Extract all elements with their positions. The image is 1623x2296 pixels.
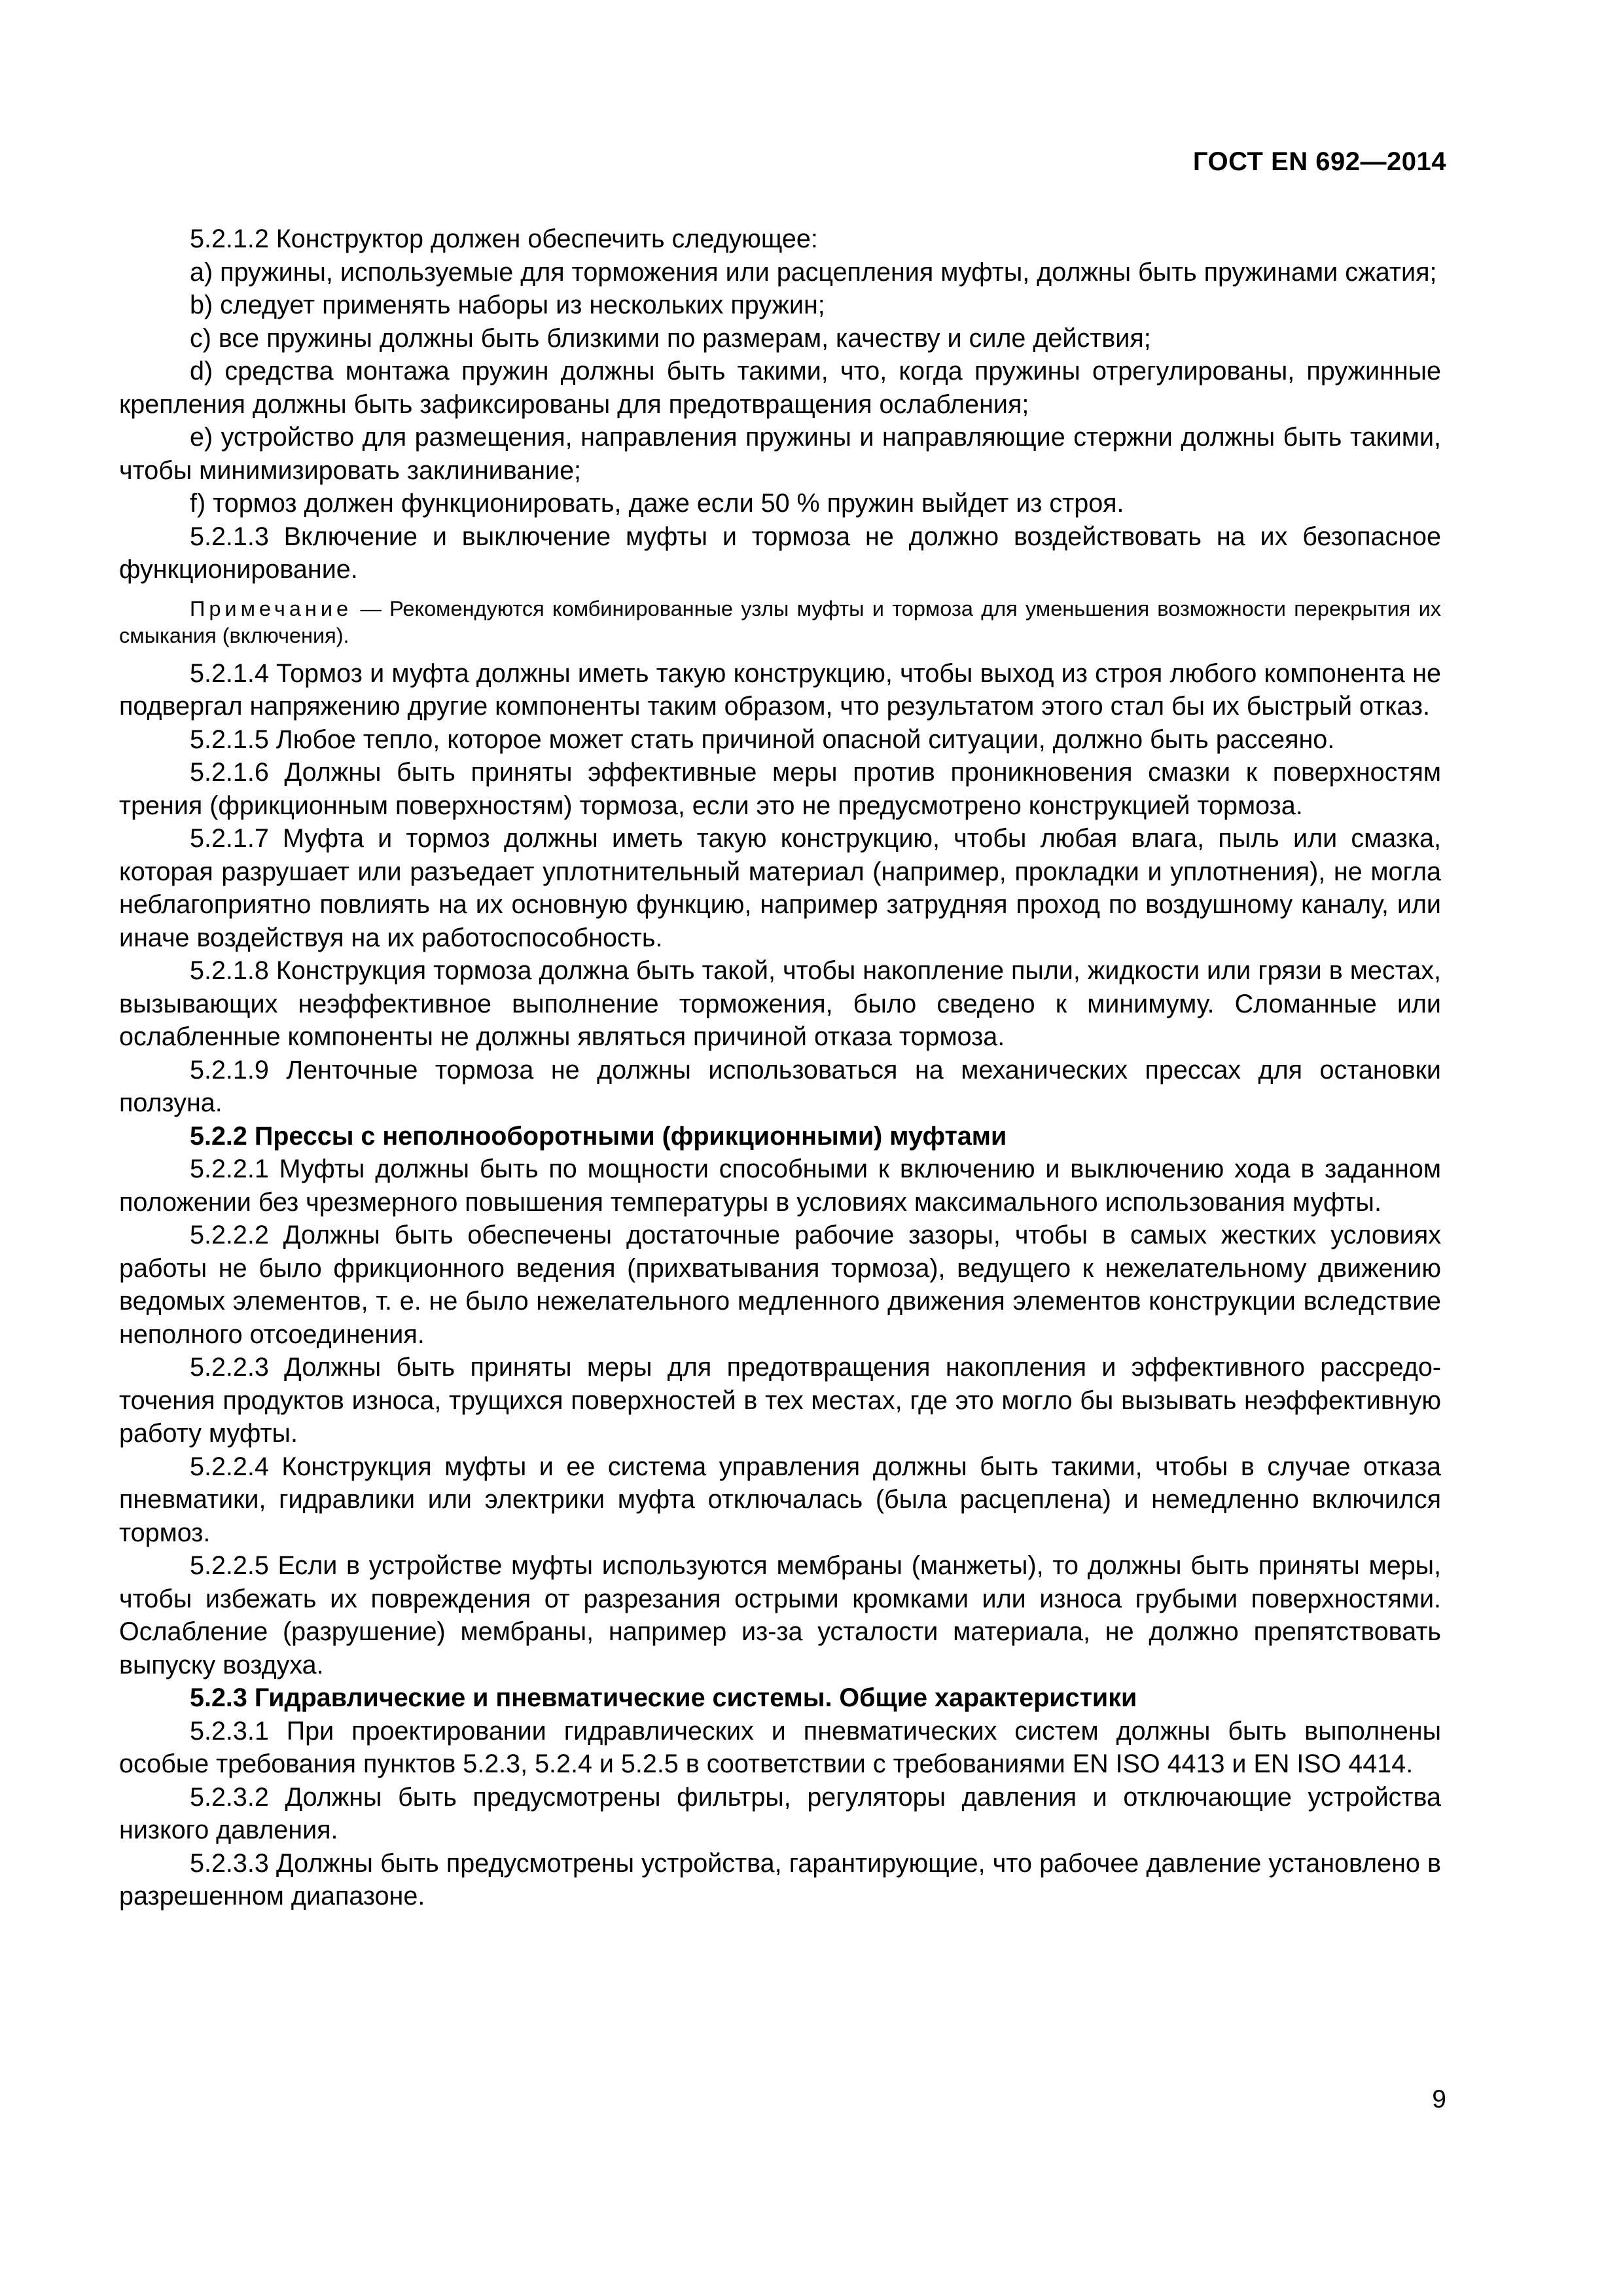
paragraph-5-2-3-2: 5.2.3.2 Должны быть предусмотрены фильтры, регуляторы давления и отключающие устройства низкого давления. [119, 1782, 1441, 1844]
section-heading-5-2-3: 5.2.3 Гидравлические и пневматические системы. Общие характеристики [190, 1683, 1137, 1712]
paragraph-5-2-1-5: 5.2.1.5 Любое тепло, которое может стать причиной опасной ситуации, должно быть рассеяно. [190, 725, 1335, 754]
note [119, 596, 1441, 649]
paragraph-5-2-2-3: 5.2.2.3 Должны быть приняты меры для предотвращения накопления и эффективного рассредоточения продуктов износа, трущихся поверхностей в тех местах, где это могло бы вызывать неэффективную работу муфты. [119, 1353, 1441, 1448]
paragraph-5-2-3-3: 5.2.3.3 Должны быть предусмотрены устройства, гарантирующие, что рабочее давление установлено в разрешенном диапазоне. [119, 1848, 1441, 1910]
note-label: Примечание [190, 596, 353, 620]
paragraph-5-2-1-9: 5.2.1.9 Ленточные тормоза не должны использоваться на механических прессах для остановки ползуна. [119, 1055, 1441, 1117]
paragraph-5-2-2-1: 5.2.2.1 Муфты должны быть по мощности способными к включению и выключению хода в заданном положении без чрезмерного повышения температуры в условиях максимального использования муфты. [119, 1155, 1441, 1217]
section-heading-5-2-2: 5.2.2 Прессы с неполнооборотными (фрикционными) муфтами [190, 1121, 1007, 1151]
paragraph-5-2-1-8: 5.2.1.8 Конструкция тормоза должна быть такой, чтобы накопление пыли, жидкости или грязи в местах, вызывающих неэффективное выполнение торможения, было сведено к минимуму. Сломанные или ослабленные компоненты не должны являться причиной отказа тормоза. [119, 956, 1441, 1051]
note-text: — Рекомендуются комбинированные узлы муфты и тормоза для уменьшения возможности перекрытия их смыкания (включения). [119, 596, 1441, 647]
paragraph-5-2-3-1: 5.2.3.1 При проектировании гидравлических и пневматических систем должны быть выполнены особые требования пунктов 5.2.3, 5.2.4 и 5.2.5 в соответствии с требованиями EN ISO 4413 и EN ISO 4414. [119, 1716, 1441, 1778]
list-item-d: d) средства монтажа пружин должны быть такими, что, когда пружины отрегулированы, пружинные крепления должны быть зафиксированы для предотвращения ослабления; [119, 357, 1441, 419]
paragraph-5-2-1-7: 5.2.1.7 Муфта и тормоз должны иметь такую конструкцию, чтобы любая влага, пыль или смазка, которая разрушает или разъедает уплотнительный материал (например, прокладки и уплотнения), не могла неблагоприятно повлиять на их основную функцию, например затрудняя проход по воздушному каналу, или иначе воздействуя на их работоспособность. [119, 824, 1441, 952]
list-item-c: c) все пружины должны быть близкими по размерам, качеству и силе действия; [190, 323, 1151, 353]
paragraph-5-2-1-6: 5.2.1.6 Должны быть приняты эффективные меры против проникновения смазки к поверхностям трения (фрикционным поверхностям) тормоза, если это не предусмотрено конструкцией тормоза. [119, 758, 1441, 820]
body-text [119, 223, 1441, 1913]
paragraph-5-2-1-2: 5.2.1.2 Конструктор должен обеспечить следующее: [190, 224, 818, 253]
paragraph-5-2-1-3: 5.2.1.3 Включение и выключение муфты и тормоза не должно воздействовать на их безопасное функционирование. [119, 522, 1441, 584]
list-item-a: a) пружины, используемые для торможения или расцепления муфты, должны быть пружинами сжатия; [190, 257, 1437, 287]
list-item-b: b) следует применять наборы из нескольких пружин; [190, 291, 825, 319]
page-number: 9 [1432, 2085, 1446, 2113]
paragraph-5-2-2-4: 5.2.2.4 Конструкция муфты и ее система управления должны быть такими, чтобы в случае отказа пневматики, гидравлики или электрики муфта отключалась (была расцеплена) и немедленно включился тормоз. [119, 1452, 1441, 1547]
list-item-e: e) устройство для размещения, направления пружины и направляющие стержни должны быть такими, чтобы минимизировать заклинивание; [119, 423, 1441, 485]
document-code-header: ГОСТ EN 692—2014 [1192, 147, 1446, 176]
list-item-f: f) тормоз должен функционировать, даже если 50 % пружин выйдет из строя. [190, 489, 1124, 518]
paragraph-5-2-2-2: 5.2.2.2 Должны быть обеспечены достаточные рабочие зазоры, чтобы в самых жестких условиях работы не было фрикционного ведения (прихватывания тормоза), ведущего к нежелательному движению ведомых элементов, т. е. не было нежелательного медленного движения элементов конструкции вследствие неполного отсоединения. [119, 1221, 1441, 1349]
paragraph-5-2-2-5: 5.2.2.5 Если в устройстве муфты используются мембраны (манжеты), то должны быть приняты меры, чтобы избежать их повреждения от разрезания острыми кромками или износа грубыми поверхностями. Ослабление (разрушение) мембраны, например из-за усталости материала, не должно препятствовать выпуску воздуха. [119, 1551, 1441, 1679]
paragraph-5-2-1-4: 5.2.1.4 Тормоз и муфта должны иметь такую конструкцию, чтобы выход из строя любого компонента не подвергал напряжению другие компоненты таким образом, что результатом этого стал бы их быстрый отказ. [119, 658, 1441, 721]
